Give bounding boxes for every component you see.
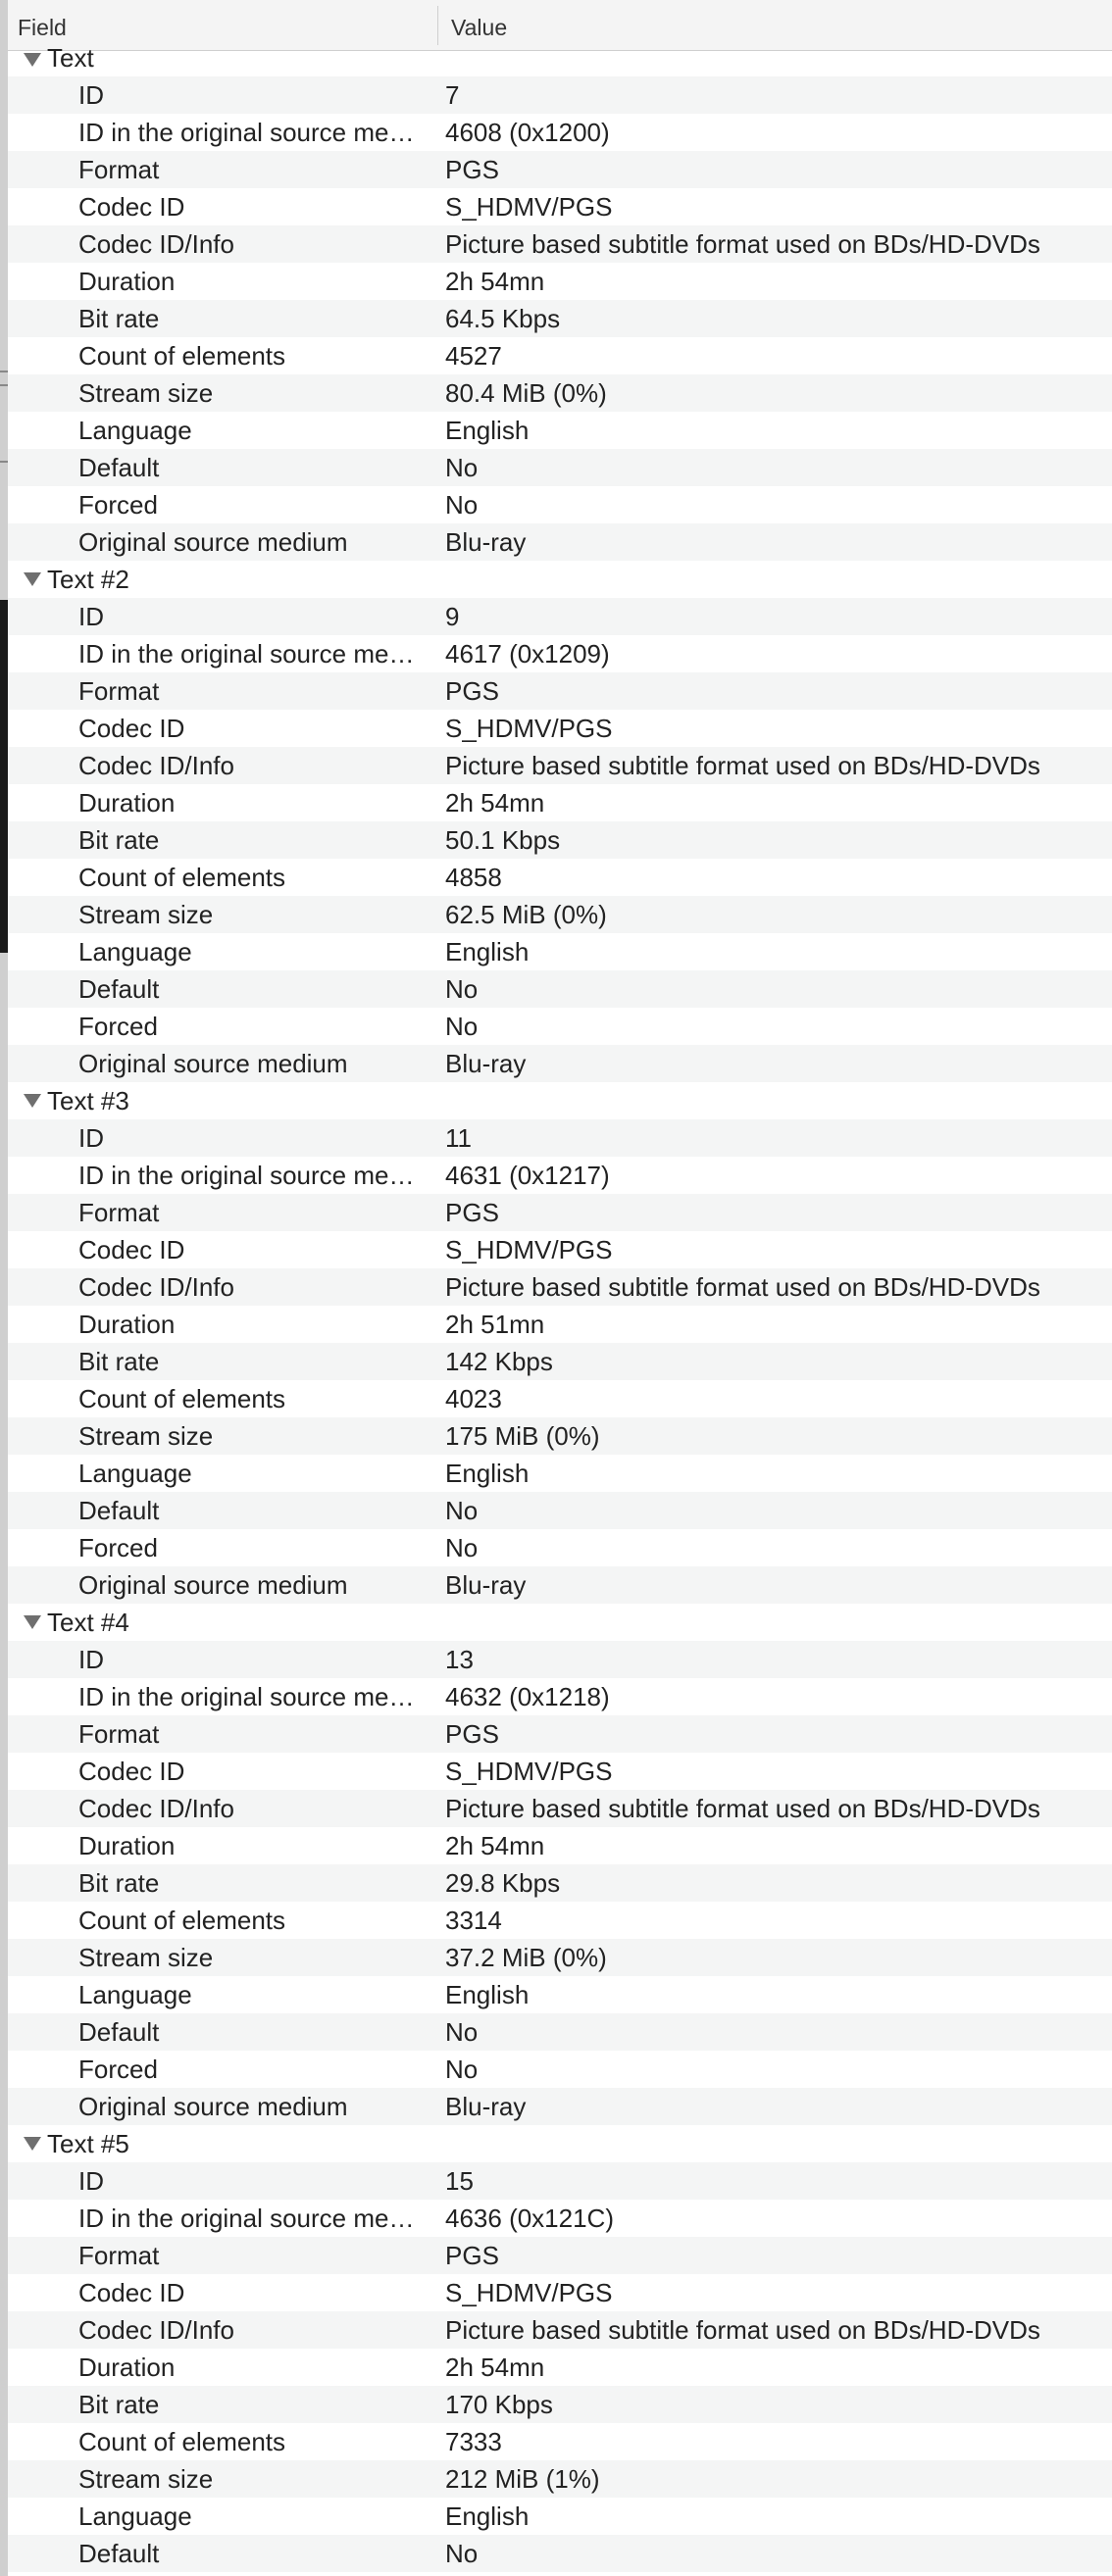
table-row[interactable] <box>8 1678 1112 1715</box>
table-row[interactable] <box>8 1753 1112 1790</box>
table-row[interactable] <box>8 859 1112 896</box>
table-row[interactable] <box>8 1157 1112 1194</box>
field-cell: ID <box>78 1123 104 1153</box>
table-header <box>8 0 1112 51</box>
field-cell: Stream size <box>78 1943 214 1972</box>
value-cell: Picture based subtitle format used on BDs/HD-DVDs <box>445 2315 1040 2345</box>
group-title: Text #2 <box>47 565 129 594</box>
value-cell: English <box>445 937 530 966</box>
value-cell: 37.2 MiB (0%) <box>445 1943 607 1972</box>
table-row[interactable] <box>8 151 1112 188</box>
value-cell: S_HDMV/PGS <box>445 2278 613 2307</box>
value-cell: 142 Kbps <box>445 1347 553 1376</box>
field-cell: Codec ID <box>78 2278 185 2307</box>
field-cell: Language <box>78 416 192 445</box>
value-cell: No <box>445 1496 479 1525</box>
table-row[interactable] <box>8 1902 1112 1939</box>
value-cell: No <box>445 2055 479 2084</box>
group-row-1[interactable] <box>8 43 1112 76</box>
table-row[interactable] <box>8 747 1112 784</box>
field-cell: Stream size <box>78 2464 214 2494</box>
field-cell: Default <box>78 1496 160 1525</box>
table-row[interactable] <box>8 2088 1112 2125</box>
value-cell: 50.1 Kbps <box>445 825 561 855</box>
table-row[interactable] <box>8 1194 1112 1231</box>
table-row[interactable] <box>8 2349 1112 2386</box>
table-row[interactable] <box>8 374 1112 412</box>
value-cell: 4858 <box>445 863 502 892</box>
table-row[interactable] <box>8 2013 1112 2051</box>
column-divider[interactable] <box>437 6 438 45</box>
field-cell: Codec ID <box>78 192 185 222</box>
value-cell: 175 MiB (0%) <box>445 1421 600 1451</box>
value-cell: PGS <box>445 1198 499 1227</box>
table-row[interactable] <box>8 970 1112 1008</box>
value-cell: 2h 51mn <box>445 1310 545 1339</box>
table-row[interactable] <box>8 2535 1112 2572</box>
field-cell: Bit rate <box>78 304 160 333</box>
value-cell: Blu-ray <box>445 1049 527 1078</box>
table-row[interactable] <box>8 2460 1112 2498</box>
table-row[interactable] <box>8 1715 1112 1753</box>
value-cell: 4631 (0x1217) <box>445 1161 610 1190</box>
value-cell: English <box>445 1459 530 1488</box>
left-window-edge <box>0 0 8 2576</box>
field-cell: Stream size <box>78 1421 214 1451</box>
table-row[interactable] <box>8 188 1112 225</box>
field-cell: Language <box>78 937 192 966</box>
table-row[interactable] <box>8 1529 1112 1566</box>
field-cell: Duration <box>78 2353 176 2382</box>
table-body <box>8 43 1112 2572</box>
value-cell: English <box>445 2502 530 2531</box>
value-cell: Blu-ray <box>445 527 527 557</box>
table-row[interactable] <box>8 114 1112 151</box>
field-cell: Original source medium <box>78 2092 348 2121</box>
field-cell: Codec ID/Info <box>78 1794 234 1823</box>
table-row[interactable] <box>8 1566 1112 1604</box>
table-row[interactable] <box>8 1492 1112 1529</box>
table-row[interactable] <box>8 337 1112 374</box>
field-cell: Duration <box>78 1831 176 1860</box>
table-row[interactable] <box>8 1790 1112 1827</box>
table-row[interactable] <box>8 1045 1112 1082</box>
value-cell: PGS <box>445 676 499 706</box>
field-cell: Default <box>78 2539 160 2568</box>
field-cell: Duration <box>78 267 176 296</box>
value-cell: 4636 (0x121C) <box>445 2204 614 2233</box>
table-row[interactable] <box>8 1976 1112 2013</box>
table-row[interactable] <box>8 2051 1112 2088</box>
table-row[interactable] <box>8 635 1112 672</box>
field-cell: Stream size <box>78 378 214 408</box>
field-cell: Format <box>78 2241 160 2270</box>
table-row[interactable] <box>8 1939 1112 1976</box>
field-cell: Original source medium <box>78 1049 348 1078</box>
value-cell: 4608 (0x1200) <box>445 118 610 147</box>
value-cell: 9 <box>445 602 460 631</box>
field-cell: Duration <box>78 788 176 817</box>
value-cell: S_HDMV/PGS <box>445 714 613 743</box>
table-row[interactable] <box>8 821 1112 859</box>
field-cell: Original source medium <box>78 527 348 557</box>
value-cell: 13 <box>445 1645 474 1674</box>
table-row[interactable] <box>8 896 1112 933</box>
table-row[interactable] <box>8 2386 1112 2423</box>
field-cell: Language <box>78 1980 192 2009</box>
field-cell: Codec ID <box>78 1757 185 1786</box>
table-row[interactable] <box>8 412 1112 449</box>
value-cell: English <box>445 416 530 445</box>
table-row[interactable] <box>8 1306 1112 1343</box>
value-cell: Picture based subtitle format used on BDs/HD-DVDs <box>445 1272 1040 1302</box>
disclosure-triangle-icon[interactable] <box>24 53 41 67</box>
value-cell: 15 <box>445 2166 474 2196</box>
field-cell: Count of elements <box>78 2427 286 2456</box>
table-row[interactable] <box>8 449 1112 486</box>
value-cell: S_HDMV/PGS <box>445 192 613 222</box>
table-row[interactable] <box>8 225 1112 263</box>
field-cell: ID in the original source me… <box>78 1161 415 1190</box>
value-cell: 2h 54mn <box>445 788 545 817</box>
table-row[interactable] <box>8 598 1112 635</box>
table-row[interactable] <box>8 2200 1112 2237</box>
field-cell: Bit rate <box>78 825 160 855</box>
field-cell: Format <box>78 1198 160 1227</box>
field-cell: Bit rate <box>78 2390 160 2419</box>
value-cell: 3314 <box>445 1906 502 1935</box>
value-cell: 4617 (0x1209) <box>445 639 610 669</box>
field-cell: Codec ID <box>78 1235 185 1264</box>
value-cell: 64.5 Kbps <box>445 304 561 333</box>
field-cell: ID in the original source me… <box>78 639 415 669</box>
value-cell: 170 Kbps <box>445 2390 553 2419</box>
field-cell: Count of elements <box>78 1906 286 1935</box>
table-row[interactable] <box>8 1455 1112 1492</box>
value-cell: No <box>445 2539 479 2568</box>
field-cell: Format <box>78 1719 160 1749</box>
table-row[interactable] <box>8 2311 1112 2349</box>
value-cell: PGS <box>445 2241 499 2270</box>
value-cell: 212 MiB (1%) <box>445 2464 600 2494</box>
column-header-value[interactable]: Value <box>451 15 508 40</box>
value-cell: No <box>445 2017 479 2047</box>
value-cell: 4023 <box>445 1384 502 1413</box>
group-title: Text #4 <box>47 1608 129 1637</box>
value-cell: 80.4 MiB (0%) <box>445 378 607 408</box>
field-cell: ID <box>78 80 104 110</box>
table-row[interactable] <box>8 76 1112 114</box>
value-cell: PGS <box>445 155 499 184</box>
field-cell: Forced <box>78 490 158 520</box>
group-title: Text #5 <box>47 2129 129 2158</box>
table-row[interactable] <box>8 523 1112 561</box>
field-cell: Codec ID/Info <box>78 2315 234 2345</box>
value-cell: No <box>445 490 479 520</box>
table-row[interactable] <box>8 1119 1112 1157</box>
group-row-2[interactable] <box>8 561 1112 598</box>
value-cell: 7333 <box>445 2427 502 2456</box>
value-cell: 7 <box>445 80 460 110</box>
value-cell: 11 <box>445 1123 472 1153</box>
value-cell: No <box>445 1533 479 1562</box>
value-cell: No <box>445 974 479 1004</box>
table-row[interactable] <box>8 784 1112 821</box>
value-cell: 4632 (0x1218) <box>445 1682 610 1711</box>
value-cell: Blu-ray <box>445 2092 527 2121</box>
table-row[interactable] <box>8 1268 1112 1306</box>
field-cell: Original source medium <box>78 1570 348 1600</box>
table-row[interactable] <box>8 1417 1112 1455</box>
value-cell: Picture based subtitle format used on BDs/HD-DVDs <box>445 751 1040 780</box>
value-cell: Picture based subtitle format used on BDs/HD-DVDs <box>445 229 1040 259</box>
value-cell: 4527 <box>445 341 502 371</box>
field-cell: Format <box>78 155 160 184</box>
field-cell: ID <box>78 602 104 631</box>
value-cell: Blu-ray <box>445 1570 527 1600</box>
field-cell: Codec ID <box>78 714 185 743</box>
field-cell: ID in the original source me… <box>78 2204 415 2233</box>
value-cell: S_HDMV/PGS <box>445 1757 613 1786</box>
table-row[interactable] <box>8 1827 1112 1864</box>
value-cell: 29.8 Kbps <box>445 1868 561 1898</box>
table-row[interactable] <box>8 263 1112 300</box>
table-row[interactable] <box>8 933 1112 970</box>
table-row[interactable] <box>8 2237 1112 2274</box>
value-cell: PGS <box>445 1719 499 1749</box>
table-row[interactable] <box>8 1008 1112 1045</box>
field-cell: Language <box>78 2502 192 2531</box>
value-cell: 62.5 MiB (0%) <box>445 900 607 929</box>
table-row[interactable] <box>8 2162 1112 2200</box>
value-cell: 2h 54mn <box>445 267 545 296</box>
field-cell: Codec ID/Info <box>78 1272 234 1302</box>
group-row-3[interactable] <box>8 1082 1112 1119</box>
field-cell: Duration <box>78 1310 176 1339</box>
field-cell: ID <box>78 1645 104 1674</box>
field-cell: Count of elements <box>78 863 286 892</box>
field-cell: ID in the original source me… <box>78 1682 415 1711</box>
table-row[interactable] <box>8 1343 1112 1380</box>
table-row[interactable] <box>8 672 1112 710</box>
table-row[interactable] <box>8 486 1112 523</box>
field-cell: Bit rate <box>78 1868 160 1898</box>
value-cell: No <box>445 1012 479 1041</box>
table-row[interactable] <box>8 1231 1112 1268</box>
table-row[interactable] <box>8 2274 1112 2311</box>
value-cell: 2h 54mn <box>445 1831 545 1860</box>
field-cell: ID <box>78 2166 104 2196</box>
field-cell: Default <box>78 974 160 1004</box>
disclosure-triangle-icon[interactable] <box>24 572 41 586</box>
field-cell: ID in the original source me… <box>78 118 415 147</box>
group-row-5[interactable] <box>8 2125 1112 2162</box>
value-cell: Picture based subtitle format used on BDs/HD-DVDs <box>445 1794 1040 1823</box>
media-info-table[interactable] <box>8 0 1112 2576</box>
field-cell: Forced <box>78 2055 158 2084</box>
field-cell: Forced <box>78 1533 158 1562</box>
field-cell: Forced <box>78 1012 158 1041</box>
field-cell: Count of elements <box>78 341 286 371</box>
table-row[interactable] <box>8 2423 1112 2460</box>
field-cell: Default <box>78 2017 160 2047</box>
table-row[interactable] <box>8 2498 1112 2535</box>
field-cell: Count of elements <box>78 1384 286 1413</box>
value-cell: S_HDMV/PGS <box>445 1235 613 1264</box>
table-row[interactable] <box>8 1641 1112 1678</box>
disclosure-triangle-icon[interactable] <box>24 2137 41 2151</box>
field-cell: Language <box>78 1459 192 1488</box>
group-row-4[interactable] <box>8 1604 1112 1641</box>
value-cell: English <box>445 1980 530 2009</box>
group-title: Text <box>47 43 94 73</box>
field-cell: Bit rate <box>78 1347 160 1376</box>
table-row[interactable] <box>8 300 1112 337</box>
field-cell: Codec ID/Info <box>78 229 234 259</box>
disclosure-triangle-icon[interactable] <box>24 1615 41 1629</box>
table-row[interactable] <box>8 1380 1112 1417</box>
field-cell: Format <box>78 676 160 706</box>
value-cell: No <box>445 453 479 482</box>
table-row[interactable] <box>8 1864 1112 1902</box>
group-title: Text #3 <box>47 1086 129 1115</box>
disclosure-triangle-icon[interactable] <box>24 1094 41 1108</box>
field-cell: Stream size <box>78 900 214 929</box>
column-header-field[interactable]: Field <box>18 15 67 40</box>
table-row[interactable] <box>8 710 1112 747</box>
field-cell: Codec ID/Info <box>78 751 234 780</box>
value-cell: 2h 54mn <box>445 2353 545 2382</box>
field-cell: Default <box>78 453 160 482</box>
